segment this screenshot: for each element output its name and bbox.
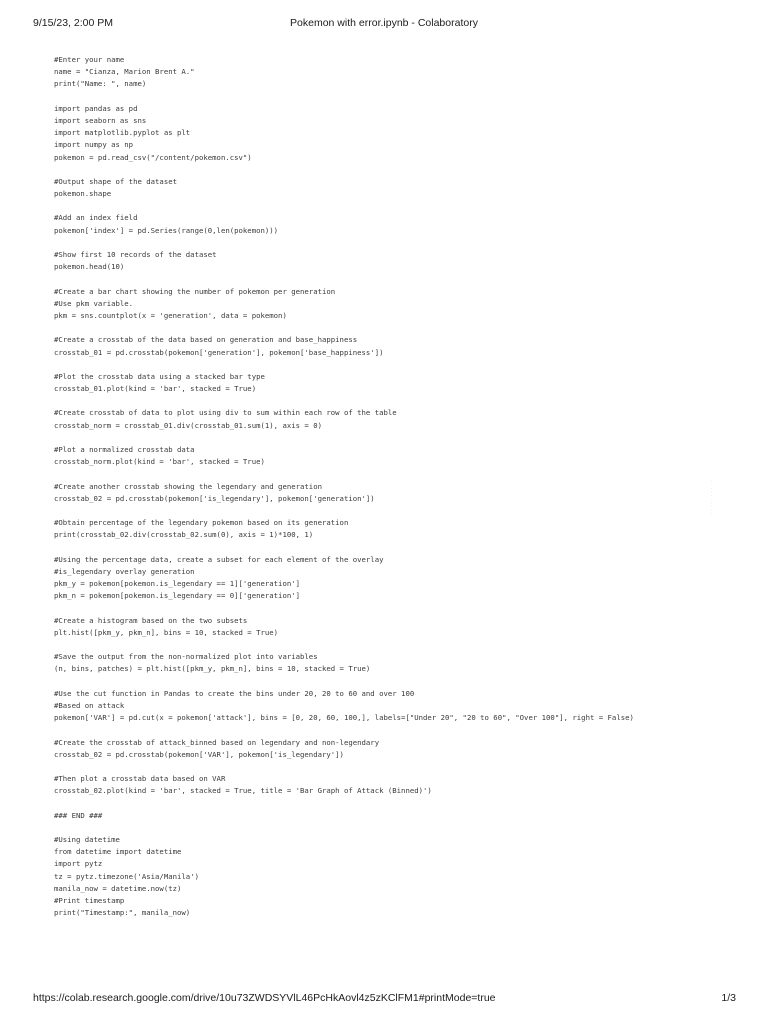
code-line: import pandas as pd [54, 103, 138, 113]
notebook-title: Pokemon with error.ipynb - Colaboratory [290, 17, 478, 29]
code-line: print("Name: ", name) [54, 79, 147, 89]
blank-line [54, 602, 744, 614]
print-datetime: 9/15/23, 2:00 PM [33, 17, 113, 29]
code-line: name = "Cianza, Marion Brent A." [54, 67, 195, 77]
code-line: crosstab_01.plot(kind = 'bar', stacked = True) [54, 384, 257, 394]
code-line: manila_now = datetime.now(tz) [54, 883, 182, 893]
code-cell [54, 54, 744, 919]
code-line: (n, bins, patches) = plt.hist([pkm_y, pkm_n], bins = 10, stacked = True) [54, 664, 371, 674]
code-line: ### END ### [54, 810, 103, 820]
code-line: pokemon = pd.read_csv("/content/pokemon.csv") [54, 152, 252, 162]
code-line: #Plot a normalized crosstab data [54, 445, 195, 454]
code-line: tz = pytz.timezone('Asia/Manila') [54, 871, 199, 881]
code-line: #Using datetime [54, 835, 120, 844]
scan-watermark: · · · · · · · · · · [708, 480, 714, 515]
code-line: pkm = sns.countplot(x = 'generation', data = pokemon) [54, 310, 287, 320]
blank-line [54, 395, 744, 407]
page-url: https://colab.research.google.com/drive/10u73ZWDSYVlL46PcHkAovl4z5zKClFM1#printMode=true [33, 992, 496, 1004]
code-line: #Then plot a crosstab data based on VAR [54, 774, 226, 784]
blank-line [54, 200, 744, 212]
code-line: pokemon.shape [54, 189, 112, 199]
code-line: #Create crosstab of data to plot using div to sum within each row of the table [54, 408, 397, 418]
code-line: #is_legendary overlay generation [54, 566, 195, 576]
blank-line [54, 676, 744, 688]
print-footer [0, 992, 768, 1006]
code-line: #Create a crosstab of the data based on generation and base_happiness [54, 335, 358, 345]
blank-line [54, 505, 744, 517]
blank-line [54, 322, 744, 334]
page-number: 1/3 [721, 992, 736, 1004]
blank-line [54, 432, 744, 444]
code-line: pkm_n = pokemon[pokemon.is_legendary == 0]['generation'] [54, 591, 301, 601]
code-line: crosstab_01 = pd.crosstab(pokemon['generation'], pokemon['base_happiness']) [54, 347, 384, 357]
blank-line [54, 639, 744, 651]
blank-line [54, 164, 744, 176]
code-line: import seaborn as sns [54, 115, 147, 125]
code-line: #Create a bar chart showing the number of pokemon per generation [54, 286, 336, 296]
code-line: pokemon['index'] = pd.Series(range(0,len(pokemon))) [54, 225, 279, 235]
code-line: #Print timestamp [54, 895, 125, 905]
print-header [0, 17, 768, 33]
code-line: import pytz [54, 859, 103, 869]
code-line: #Add an index field [54, 213, 138, 223]
code-line: import matplotlib.pyplot as plt [54, 128, 191, 138]
code-line: #Use the cut function in Pandas to create the bins under 20, 20 to 60 and over 100 [54, 688, 415, 698]
blank-line [54, 761, 744, 773]
code-line: crosstab_norm.plot(kind = 'bar', stacked = True) [54, 457, 265, 467]
code-line: pokemon.head(10) [54, 262, 125, 272]
code-line: plt.hist([pkm_y, pkm_n], bins = 10, stacked = True) [54, 627, 279, 637]
code-line: crosstab_02.plot(kind = 'bar', stacked = True, title = 'Bar Graph of Attack (Binned)') [54, 786, 432, 796]
code-line: pokemon['VAR'] = pd.cut(x = pokemon['attack'], bins = [0, 20, 60, 100,], labels=["Under 20", "20 to 60", "Over 100"], right = False) [54, 713, 634, 723]
code-line: #Based on attack [54, 700, 125, 710]
code-line: #Create the crosstab of attack_binned based on legendary and non-legendary [54, 737, 380, 747]
code-line: #Show first 10 records of the dataset [54, 250, 217, 259]
blank-line [54, 237, 744, 249]
code-line: from datetime import datetime [54, 847, 182, 857]
code-line: print(crosstab_02.div(crosstab_02.sum(0), axis = 1)*100, 1) [54, 530, 314, 540]
code-line: #Obtain percentage of the legendary pokemon based on its generation [54, 518, 349, 528]
code-line: print("Timestamp:", manila_now) [54, 908, 191, 918]
code-line: crosstab_norm = crosstab_01.div(crosstab_01.sum(1), axis = 0) [54, 420, 322, 430]
code-line: #Use pkm variable. [54, 298, 134, 308]
code-line: #Plot the crosstab data using a stacked bar type [54, 371, 265, 381]
code-line: #Using the percentage data, create a subset for each element of the overlay [54, 554, 384, 564]
code-line: #Save the output from the non-normalized plot into variables [54, 652, 318, 662]
code-line: crosstab_02 = pd.crosstab(pokemon['VAR'], pokemon['is_legendary']) [54, 749, 344, 759]
code-line: import numpy as np [54, 140, 134, 150]
blank-line [54, 359, 744, 371]
blank-line [54, 542, 744, 554]
code-line: crosstab_02 = pd.crosstab(pokemon['is_legendary'], pokemon['generation']) [54, 493, 375, 503]
code-line: #Create another crosstab showing the legendary and generation [54, 481, 322, 491]
blank-line [54, 822, 744, 834]
code-line: #Enter your name [54, 55, 125, 64]
blank-line [54, 797, 744, 809]
code-line: pkm_y = pokemon[pokemon.is_legendary == 1]['generation'] [54, 579, 301, 589]
blank-line [54, 273, 744, 285]
code-line: #Create a histogram based on the two subsets [54, 615, 248, 625]
blank-line [54, 468, 744, 480]
code-line: #Output shape of the dataset [54, 176, 178, 186]
blank-line [54, 724, 744, 736]
blank-line [54, 91, 744, 103]
